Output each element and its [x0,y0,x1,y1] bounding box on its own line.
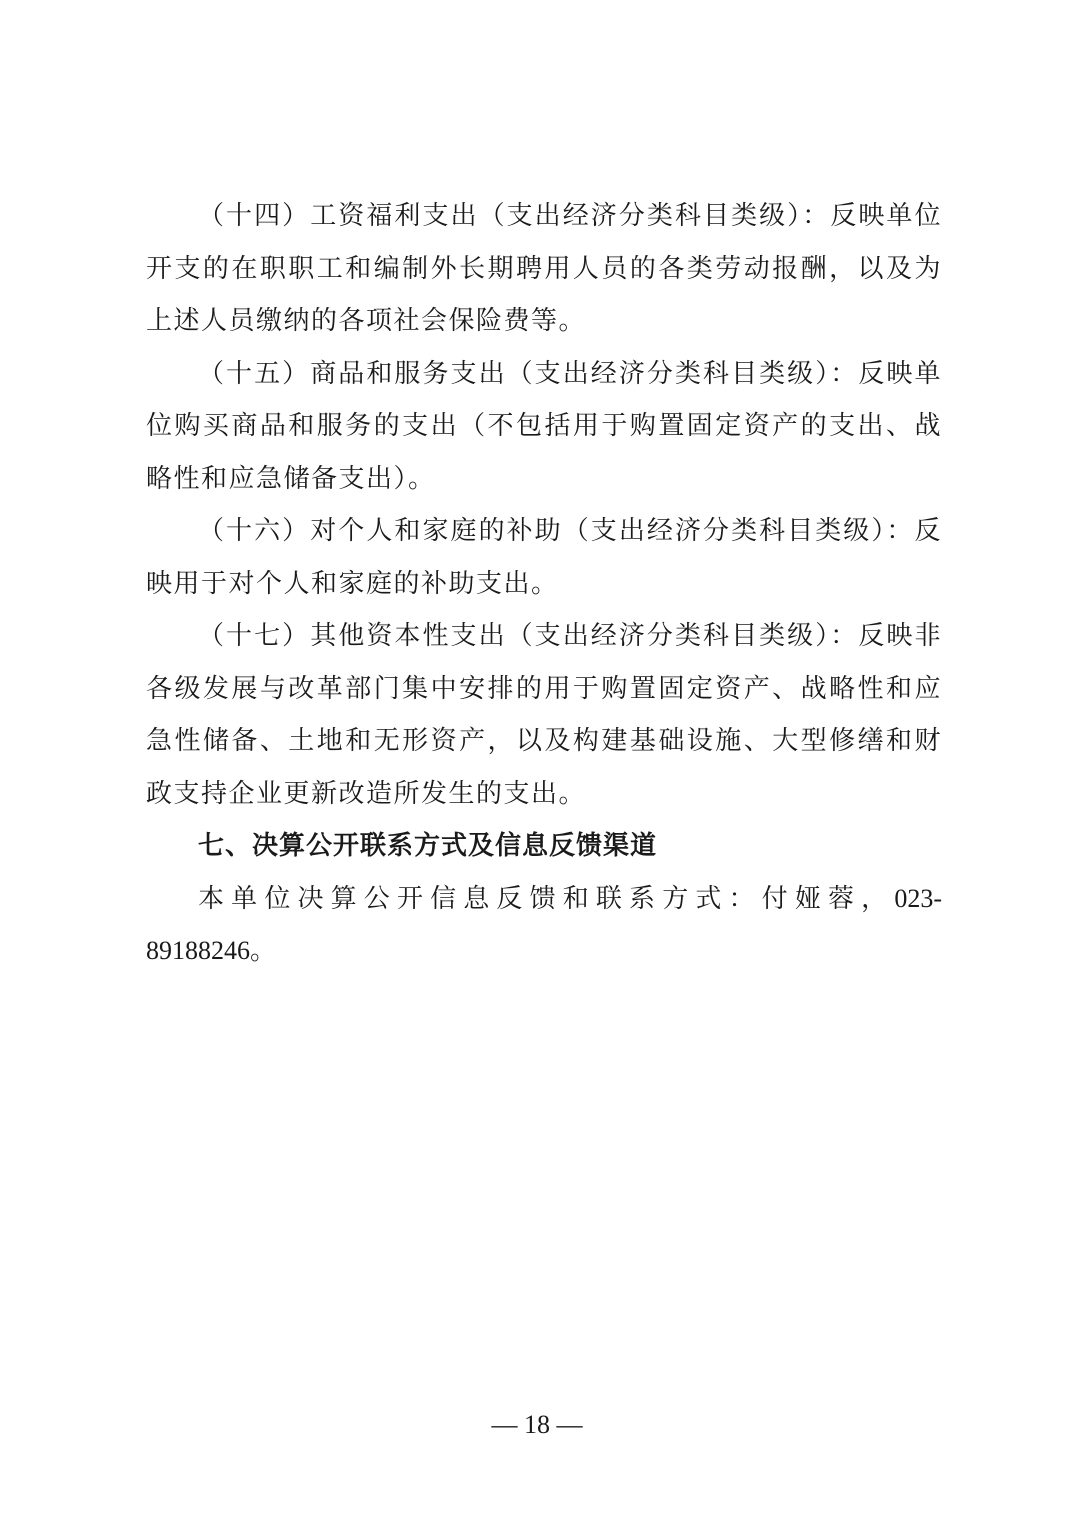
page-number: — 18 — [491,1410,583,1439]
section-heading: 七、决算公开联系方式及信息反馈渠道 [198,831,658,861]
paragraph-lead: （十六）对个人和家庭的补助（支出经济分类科目类级）： [198,516,915,546]
paragraph-goods-services [146,348,942,506]
paragraph-body: 反映用于对个人和家庭的补助支出。 [146,516,942,599]
document-body [146,190,942,978]
paragraph-body: 反映非各级发展与改革部门集中安排的用于购置固定资产、战略性和应急性储备、土地和无形资产，以及构建基础设施、大型修缮和财政支持企业更新改造所发生的支出。 [146,621,942,809]
contact-paragraph [146,873,942,978]
paragraph-lead: （十五）商品和服务支出（支出经济分类科目类级）： [198,358,859,389]
paragraph-lead: （十七）其他资本性支出（支出经济分类科目类级）： [198,621,859,651]
paragraph-wage-welfare [146,190,942,348]
paragraph-lead: （十四）工资福利支出（支出经济分类科目类级）： [198,201,831,231]
paragraph-body: 反映单位开支的在职职工和编制外长期聘用人员的各类劳动报酬，以及为上述人员缴纳的各项社会保险费等。 [146,201,942,336]
contact-text: 本单位决算公开信息反馈和联系方式：付娅蓉， [198,883,895,914]
contact-phone: 023-89188246。 [146,883,942,965]
paragraph-household-subsidy [146,505,942,610]
paragraph-body: 反映单位购买商品和服务的支出（不包括用于购置固定资产的支出、战略性和应急储备支出）。 [146,358,942,494]
paragraph-other-capital [146,610,942,820]
